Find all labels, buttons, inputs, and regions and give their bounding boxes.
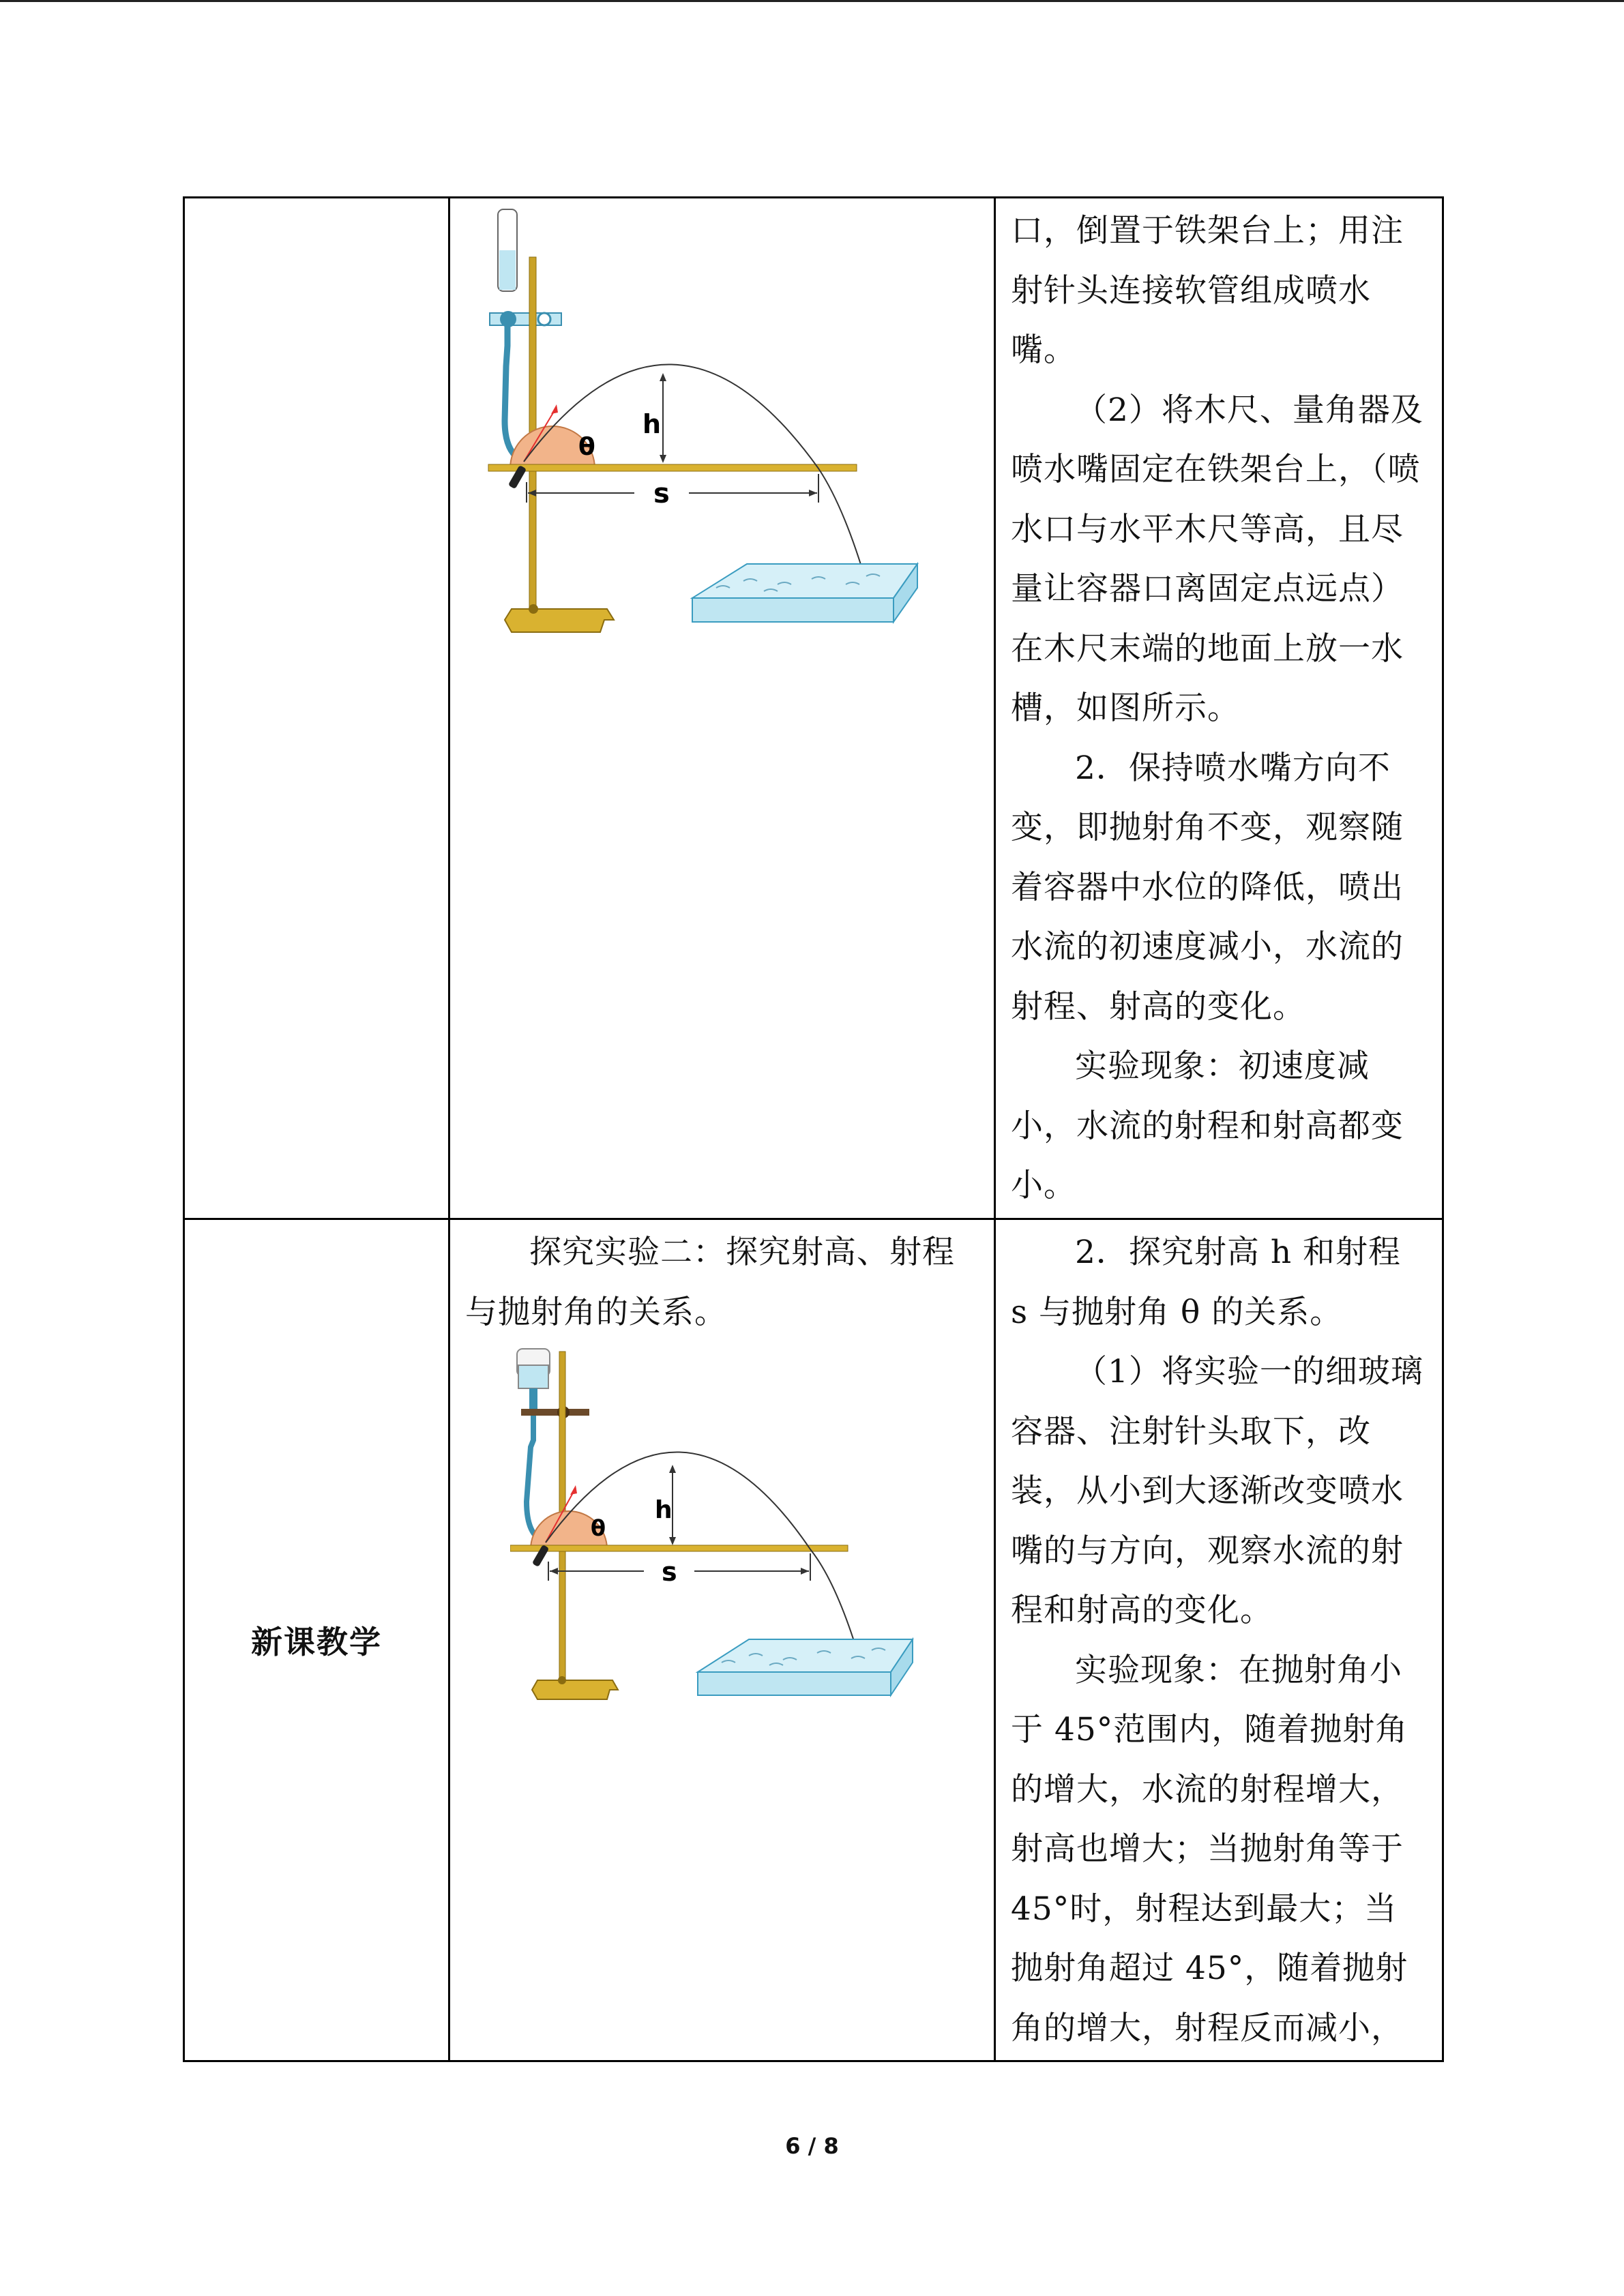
table-row — [184, 1219, 1443, 2061]
text-cell — [995, 1219, 1443, 2061]
text-block — [996, 1220, 1442, 2058]
lesson-table — [183, 196, 1444, 2062]
text-cell — [995, 198, 1443, 1219]
range-label: s — [653, 478, 670, 509]
paragraph: 2．保持喷水嘴方向不变，即抛射角不变，观察随着容器中水位的降低，喷出水流的初速度减小，水流的射程、射高的变化。 — [1011, 749, 1404, 1026]
page-number: 6 / 8 — [785, 2133, 839, 2159]
paragraph: 实验现象：在抛射角小于 45°范围内，随着抛射角的增大，水流的射程增大，射高也增大；当抛射角等于 45°时，射程达到最大；当抛射角超过 45°，随着抛射角的增大，射程反而减小， — [1011, 1651, 1408, 2047]
height-label: h — [643, 409, 662, 439]
section-cell-empty — [184, 198, 449, 1219]
text-block — [450, 1220, 994, 1342]
paragraph: （2）将木尺、量角器及喷水嘴固定在铁架台上，（喷水口与水平木尺等高，且尽量让容器口离固定点远点）在木尺末端的地面上放一水槽，如图所示。 — [1011, 391, 1423, 727]
paragraph: 口，倒置于铁架台上；用注射针头连接软管组成喷水嘴。 — [1011, 212, 1404, 369]
paragraph: （1）将实验一的细玻璃容器、注射针头取下，改装，从小到大逐渐改变喷水嘴的与方向，观察水流的射程和射高的变化。 — [1011, 1353, 1423, 1629]
page-top-border — [0, 0, 1624, 2]
paragraph: 实验现象：初速度减小，水流的射程和射高都变小。 — [1011, 1047, 1404, 1204]
text-block — [996, 198, 1442, 1216]
angle-label: θ — [578, 433, 595, 461]
angle-label: θ — [591, 1515, 606, 1541]
section-cell — [184, 1219, 449, 2061]
table-row — [184, 198, 1443, 1219]
experiment-one-figure — [484, 203, 948, 666]
paragraph: 探究实验二：探究射高、射程与抛射角的关系。 — [465, 1234, 955, 1331]
figure-cell — [449, 198, 995, 1219]
section-label: 新课教学 — [251, 1624, 382, 1660]
figure-cell — [449, 1219, 995, 2061]
range-label: s — [662, 1557, 677, 1587]
paragraph: 2．探究射高 h 和射程 s 与抛射角 θ 的关系。 — [1011, 1234, 1402, 1331]
experiment-two-figure — [510, 1345, 960, 1740]
height-label: h — [655, 1496, 673, 1524]
